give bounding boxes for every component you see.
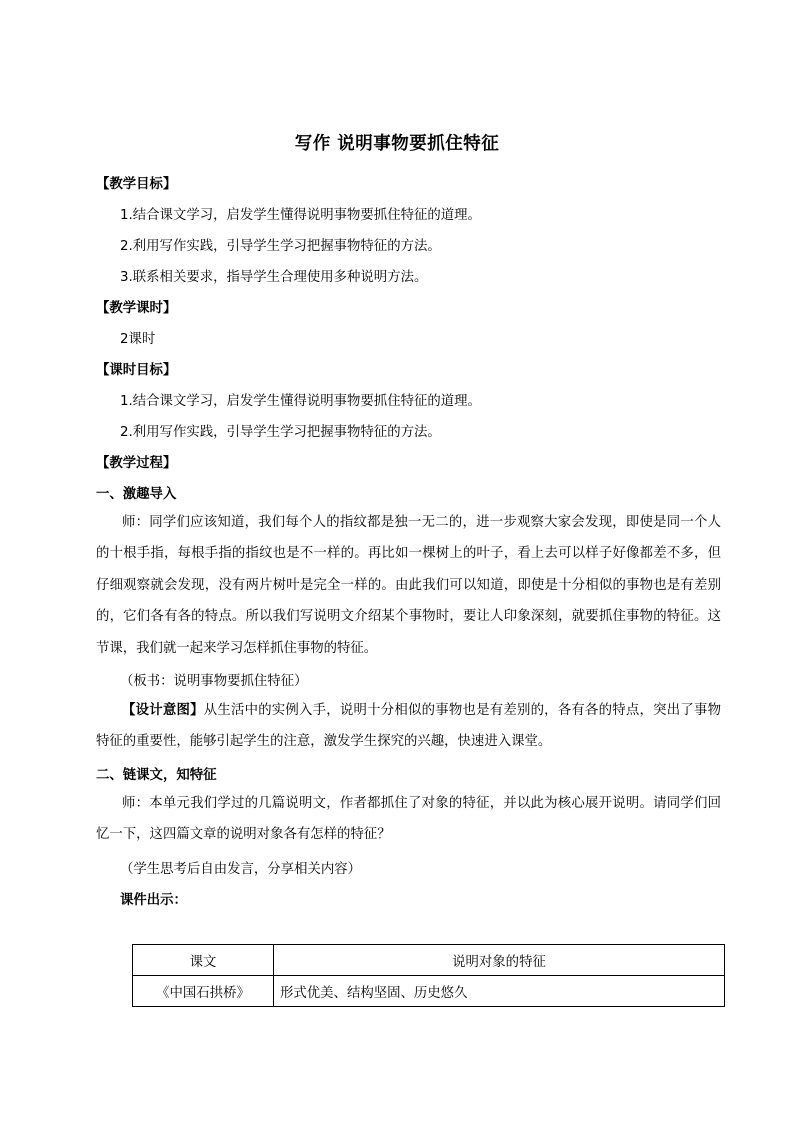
hours-text: 2课时 [120, 332, 156, 347]
student-note: （学生思考后自由发言，分享相关内容） [120, 862, 362, 877]
table-cell: 形式优美、结构坚固、历史悠久 [274, 976, 725, 1007]
design-intent-paragraph [96, 695, 721, 758]
section-heading-lesson-goals: 【课时目标】 [96, 363, 177, 378]
design-intent-text: 从生活中的实例入手，说明十分相似的事物也是有差别的，各有各的特点，突出了事物特征的重要性，能够引起学生的注意，激发学生探究的兴趣，快速进入课堂。 [96, 703, 722, 750]
part-heading-intro: 一、激趣导入 [96, 487, 177, 502]
table-header-cell: 课文 [133, 945, 274, 976]
table-header-row [133, 945, 725, 976]
table-header-cell: 说明对象的特征 [274, 945, 725, 976]
section-heading-teaching-process: 【教学过程】 [96, 456, 177, 471]
link-texts-paragraph: 师：本单元我们学过的几篇说明文，作者都抓住了对象的特征，并以此为核心展开说明。请同学们回忆一下，这四篇文章的说明对象各有怎样的特征？ [96, 796, 721, 843]
part-heading-link-texts: 二、链课文，知特征 [96, 768, 217, 783]
table-row [133, 976, 725, 1007]
section-heading-teaching-hours: 【教学课时】 [96, 301, 177, 316]
table-cell: 《中国石拱桥》 [133, 976, 274, 1007]
goal-item: 2.利用写作实践，引导学生学习把握事物特征的方法。 [120, 239, 441, 254]
board-note: （板书：说明事物要抓住特征） [120, 674, 308, 689]
courseware-label: 课件出示： [120, 893, 187, 908]
goal-item: 3.联系相关要求，指导学生合理使用多种说明方法。 [120, 270, 428, 285]
page-title: 写作 说明事物要抓住特征 [294, 134, 500, 154]
goal-item: 1.结合课文学习，启发学生懂得说明事物要抓住特征的道理。 [120, 208, 481, 223]
features-table [132, 944, 725, 1007]
lesson-goal-item: 1.结合课文学习，启发学生懂得说明事物要抓住特征的道理。 [120, 394, 481, 409]
lesson-goal-item: 2.利用写作实践，引导学生学习把握事物特征的方法。 [120, 425, 441, 440]
section-heading-teaching-goals: 【教学目标】 [96, 177, 177, 192]
intro-paragraph: 师：同学们应该知道，我们每个人的指纹都是独一无二的，进一步观察大家会发现，即使是同一个人的十根手指，每根手指的指纹也是不一样的。再比如一棵树上的叶子，看上去可以样子好像都差不多，但仔细观察就会发现，没有两片树叶是完全一样的。由此我们可以知道，即使是十分相似的事物也是有差别的，它们各有各的特点。所以我们写说明文介绍某个事物时，要让人印象深刻，就要抓住事物的特征。这节课，我们就一起来学习怎样抓住事物的特征。 [96, 515, 721, 656]
design-intent-tag: 【设计意图】 [122, 703, 204, 718]
